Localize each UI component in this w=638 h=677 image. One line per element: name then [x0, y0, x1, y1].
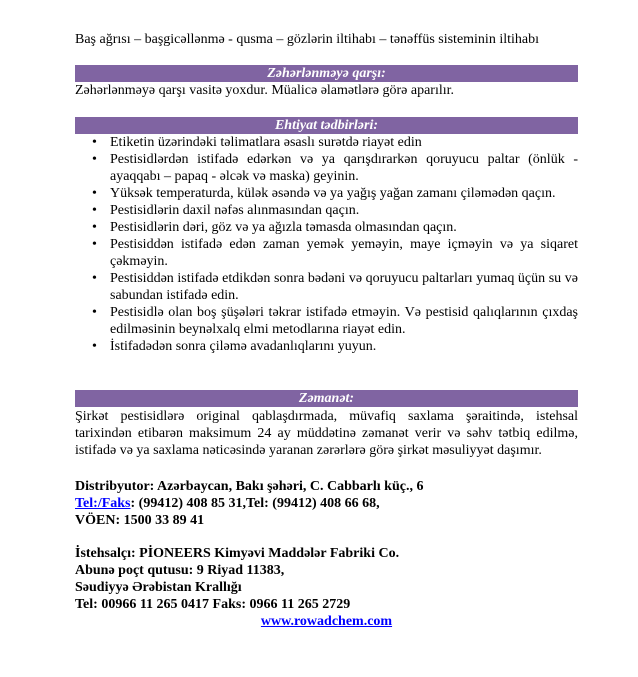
distributor-block — [75, 478, 578, 529]
precaution-text: Pestisiddən istifadə etdikdən sonra bədəni və qoruyucu paltarları yumaq üçün su və sabundan istifadə edin. — [110, 271, 578, 303]
antidote-heading: Zəhərlənməyə qarşı: — [75, 65, 578, 82]
distributor-phone-numbers: : (99412) 408 85 31,Tel: (99412) 408 66 68, — [130, 496, 380, 511]
bullet-icon: • — [92, 271, 97, 286]
bullet-icon: • — [92, 220, 97, 235]
precaution-text: İstifadədən sonra çiləmə avadanlıqlarını yuyun. — [110, 339, 377, 354]
precaution-text: Pestisiddən istifadə edən zaman yemək yeməyin, maye içməyin və ya siqaret çəkməyin. — [110, 237, 578, 269]
bullet-icon: • — [92, 203, 97, 218]
precaution-item — [75, 236, 578, 270]
antidote-text: Zəhərlənməyə qarşı vasitə yoxdur. Müalicə əlamətlərə görə aparılır. — [75, 83, 455, 98]
precaution-text: Etiketin üzərindəki təlimatlara əsaslı surətdə riayət edin — [110, 135, 422, 150]
precaution-text: Pestisidlərdən istifadə edərkən və ya qarışdırarkən qoruyucu paltar (önlük - ayaqqabı – papaq - əlcək və maska) geyinin. — [110, 152, 578, 184]
precaution-item — [75, 185, 578, 202]
precaution-item — [75, 219, 578, 236]
distributor-voen: VÖEN: 1500 33 89 41 — [75, 513, 205, 528]
symptoms-text: Baş ağrısı – başgicəllənmə - qusma – gözlərin iltihabı – tənəffüs sisteminin iltihabı — [75, 32, 539, 47]
precaution-item — [75, 304, 578, 338]
manufacturer-country: Səudiyyə Ərəbistan Krallığı — [75, 580, 242, 595]
bullet-icon: • — [92, 339, 97, 354]
bullet-icon: • — [92, 305, 97, 320]
precautions-heading: Ehtiyat tədbirləri: — [75, 117, 578, 134]
website-link[interactable]: www.rowadchem.com — [260, 614, 393, 629]
precaution-text: Pestisidlərin daxil nəfəs alınmasından qaçın. — [110, 203, 360, 218]
manufacturer-block — [75, 545, 578, 630]
precaution-item — [75, 134, 578, 151]
distributor-phone-line — [75, 495, 578, 512]
bullet-icon: • — [92, 135, 97, 150]
bullet-icon: • — [92, 186, 97, 201]
precautions-list-container — [75, 134, 578, 355]
tel-fax-link[interactable]: Tel:/Faks — [75, 496, 131, 511]
bullet-icon: • — [92, 152, 97, 167]
precaution-text: Yüksək temperaturda, külək əsəndə və ya yağış yağan zamanı çiləmədən qaçın. — [110, 186, 556, 201]
precaution-text: Pestisidlərin dəri, göz və ya ağızla təmasda olmasından qaçın. — [110, 220, 457, 235]
bullet-icon: • — [92, 237, 97, 252]
guarantee-text: Şirkət pestisidlərə original qablaşdırmada, müvafiq saxlama şəraitində, istehsal tarixindən etibarən maksimum 24 ay müddətinə zəmanət verir və səhv tətbiq edilmə, istifadə və ya saxlama nəticəsində yaranan zərərlərə görə şirkət məsuliyyət daşımır. — [75, 409, 578, 458]
manufacturer-phone-fax: Tel: 00966 11 265 0417 Faks: 0966 11 265 2729 — [75, 597, 351, 612]
guarantee-heading: Zəmanət: — [75, 390, 578, 407]
precaution-item — [75, 270, 578, 304]
precaution-item — [75, 338, 578, 355]
precaution-item — [75, 151, 578, 185]
website-line — [75, 613, 578, 630]
manufacturer-po-box: Abunə poçt qutusu: 9 Riyad 11383, — [75, 563, 285, 578]
precaution-text: Pestisidlə olan boş şüşələri təkrar istifadə etməyin. Və pestisid qalıqlarının çıxdaş edilməsinin beynəlxalq elmi metodlarına riayət edin. — [110, 305, 578, 337]
precaution-item — [75, 202, 578, 219]
distributor-address: Distribyutor: Azərbaycan, Bakı şəhəri, C. Cabbarlı küç., 6 — [75, 479, 424, 494]
precautions-list — [75, 134, 578, 355]
manufacturer-name: İstehsalçı: PİONEERS Kimyəvi Maddələr Fabriki Co. — [75, 546, 400, 561]
